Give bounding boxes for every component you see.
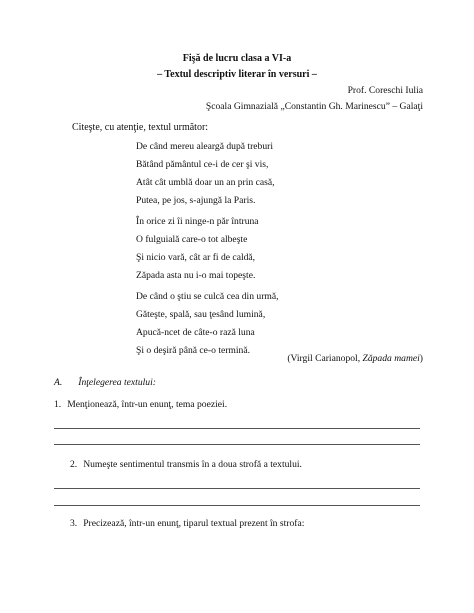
poem-line: O fulguială care-o tot albeşte bbox=[136, 234, 248, 245]
answer-line[interactable] bbox=[54, 444, 420, 445]
author-name: Prof. Coreschi Iulia bbox=[347, 85, 423, 96]
answer-line[interactable] bbox=[54, 428, 420, 429]
poem-line: Zăpada asta nu i-o mai topeşte. bbox=[136, 270, 256, 281]
poem-source bbox=[287, 353, 423, 365]
school-name: Şcoala Gimnazială „Constantin Gh. Marinescu” – Galaţi bbox=[205, 101, 423, 112]
poem-source-suffix: ) bbox=[419, 353, 423, 364]
poem-line: Atât cât umblă doar un an prin casă, bbox=[136, 177, 275, 188]
question-2 bbox=[70, 459, 302, 471]
poem-line: Găteşte, spală, sau ţesând lumină, bbox=[136, 309, 266, 320]
answer-line[interactable] bbox=[54, 505, 420, 506]
poem-line: În orice zi îi ninge-n păr întruna bbox=[136, 216, 259, 227]
question-number: 2. bbox=[70, 459, 78, 470]
question-3 bbox=[70, 518, 304, 530]
question-1 bbox=[54, 399, 227, 411]
section-title: Înţelegerea textului: bbox=[78, 377, 156, 388]
poem-line: Apucă-ncet de câte-o rază luna bbox=[136, 327, 255, 338]
question-number: 1. bbox=[54, 399, 62, 410]
poem-line: Putea, pe jos, s-ajungă la Paris. bbox=[136, 195, 256, 206]
answer-line[interactable] bbox=[54, 488, 420, 489]
question-text: Menţionează, într-un enunţ, tema poeziei. bbox=[67, 399, 228, 410]
reading-instruction: Citeşte, cu atenţie, textul următor: bbox=[72, 122, 209, 133]
poem-source-prefix: (Virgil Carianopol, bbox=[287, 353, 363, 364]
poem-line: De când mereu aleargă după treburi bbox=[136, 141, 273, 152]
question-text: Numeşte sentimentul transmis în a doua strofă a textului. bbox=[83, 459, 302, 470]
section-label: A. bbox=[54, 377, 63, 388]
question-number: 3. bbox=[70, 518, 78, 529]
poem-line: Şi o deşiră până ce-o termină. bbox=[136, 345, 251, 356]
worksheet-title: Fişă de lucru clasa a VI-a bbox=[182, 53, 292, 64]
section-heading bbox=[54, 377, 156, 389]
poem-line: De când o ştiu se culcă cea din urmă, bbox=[136, 291, 279, 302]
poem-line: Şi nicio vară, cât ar fi de caldă, bbox=[136, 252, 256, 263]
worksheet-subtitle: – Textul descriptiv literar în versuri – bbox=[157, 69, 317, 80]
poem-source-title: Zăpada mamei bbox=[362, 353, 420, 364]
poem-line: Bătând pământul ce-i de cer şi vis, bbox=[136, 159, 269, 170]
question-text: Precizează, într-un enunţ, tiparul textual prezent în strofa: bbox=[83, 518, 305, 529]
